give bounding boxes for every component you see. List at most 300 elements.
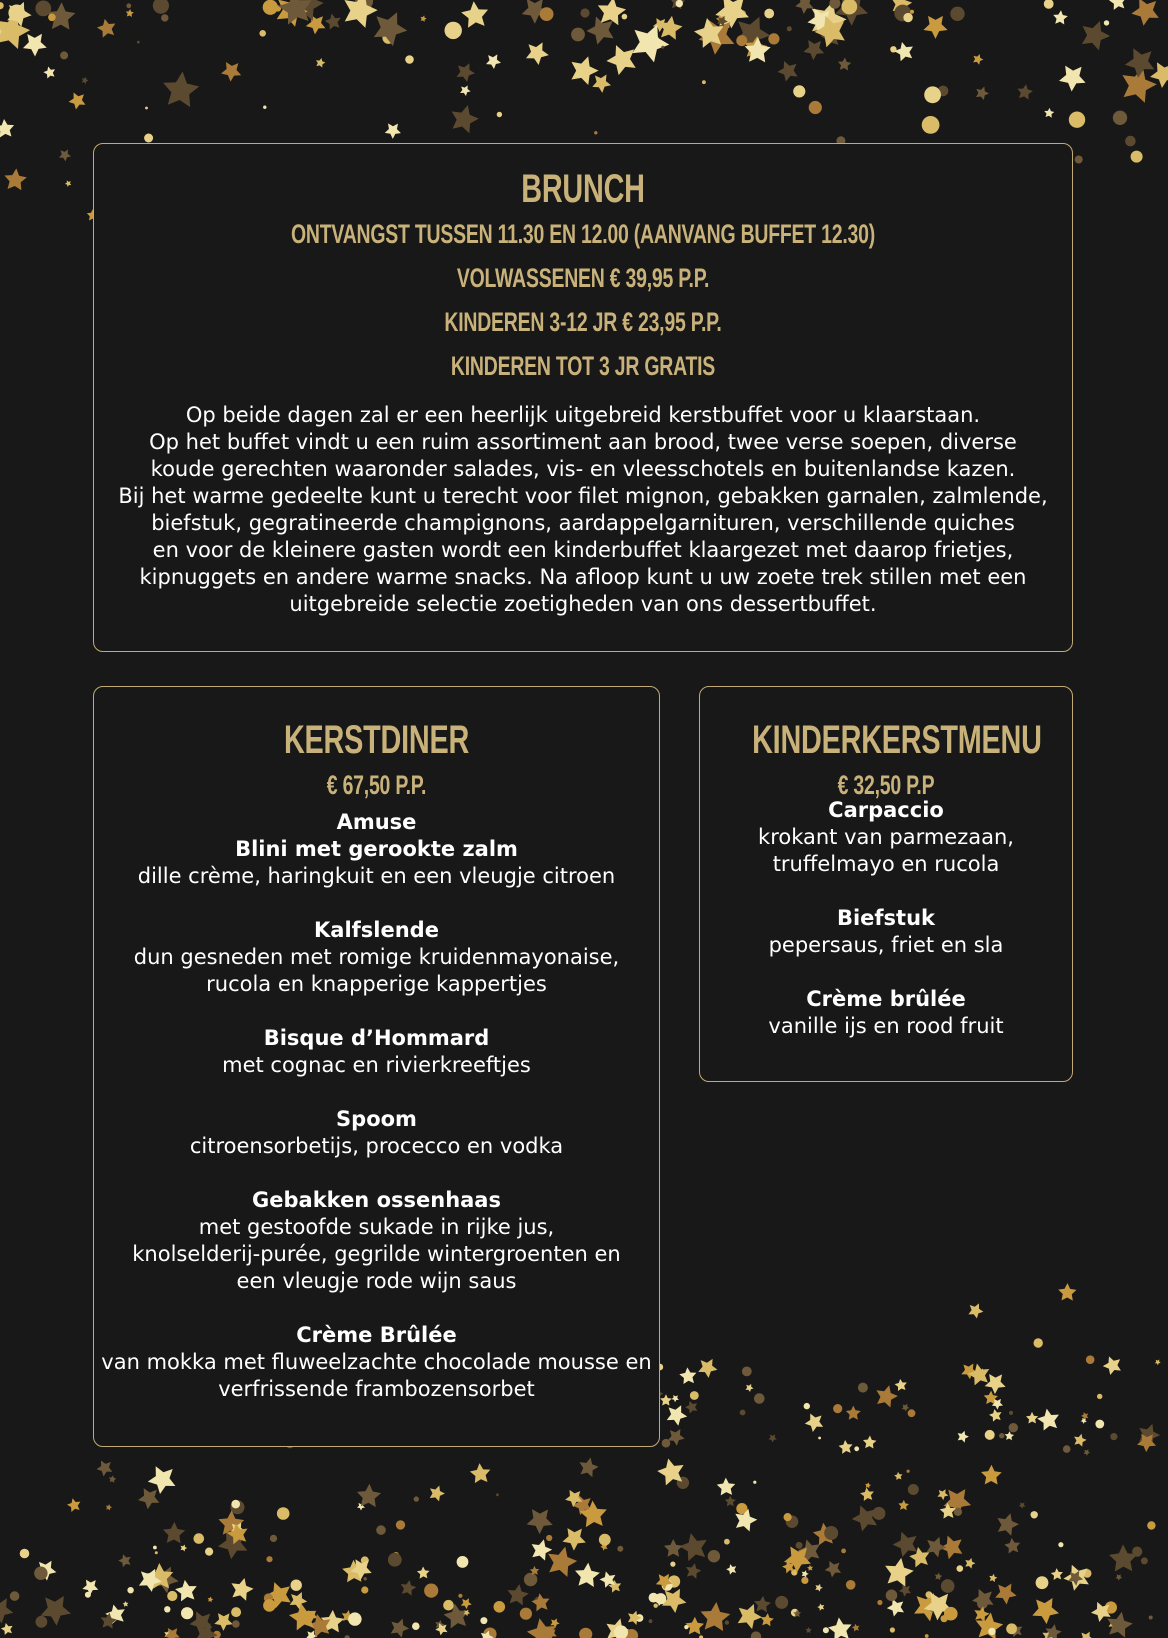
confetti-dot bbox=[599, 1534, 611, 1546]
confetti-star bbox=[826, 1614, 856, 1638]
confetti-dot bbox=[768, 33, 779, 44]
confetti-dot bbox=[161, 14, 168, 21]
confetti-dot bbox=[1104, 20, 1109, 25]
brunch-reception-time: ONTVANGST TUSSEN 11.30 EN 12.00 (AANVANG BUFFET 12.30) bbox=[291, 219, 875, 249]
confetti-dot bbox=[497, 112, 502, 117]
confetti-star bbox=[793, 0, 818, 16]
confetti-dot bbox=[35, 0, 51, 16]
confetti-star bbox=[760, 1612, 775, 1626]
confetti-star bbox=[963, 1556, 976, 1569]
confetti-star bbox=[105, 1503, 113, 1510]
confetti-star bbox=[0, 116, 18, 141]
confetti-dot bbox=[818, 1437, 821, 1440]
confetti-dot bbox=[957, 1565, 964, 1572]
confetti-dot bbox=[167, 1591, 177, 1601]
confetti-star bbox=[66, 88, 90, 112]
confetti-star bbox=[228, 1575, 255, 1602]
confetti-dot bbox=[480, 1617, 487, 1624]
confetti-dot bbox=[1149, 1616, 1153, 1620]
confetti-star bbox=[684, 1398, 701, 1415]
course-description: knolselderij-purée, gegrilde wintergroenten en bbox=[132, 1242, 621, 1266]
confetti-dot bbox=[854, 1446, 859, 1451]
course-description: van mokka met fluweelzachte chocolade mousse en bbox=[101, 1350, 652, 1374]
confetti-dot bbox=[194, 1533, 205, 1544]
confetti-dot bbox=[1036, 1576, 1049, 1589]
confetti-dot bbox=[1063, 1445, 1071, 1453]
confetti-dot bbox=[858, 1383, 868, 1393]
confetti-dot bbox=[364, 1577, 367, 1580]
confetti-dot bbox=[259, 30, 266, 37]
confetti-dot bbox=[266, 1556, 272, 1562]
confetti-star bbox=[1016, 83, 1034, 100]
confetti-dot bbox=[127, 1587, 133, 1593]
brunch-description bbox=[94, 402, 1072, 618]
course-description: dun gesneden met romige kruidenmayonaise, bbox=[133, 945, 620, 969]
confetti-star bbox=[873, 1382, 900, 1408]
confetti-dot bbox=[164, 1606, 170, 1612]
kerstdiner-title: KERSTDINER bbox=[283, 718, 470, 762]
confetti-star bbox=[603, 38, 644, 79]
confetti-dot bbox=[617, 1546, 623, 1552]
confetti-star bbox=[695, 1354, 721, 1380]
confetti-dot bbox=[1058, 1542, 1063, 1547]
confetti-dot bbox=[388, 1553, 402, 1567]
confetti-star bbox=[287, 1588, 310, 1611]
confetti-star bbox=[64, 179, 73, 188]
confetti-dot bbox=[263, 106, 266, 109]
confetti-star bbox=[125, 9, 134, 18]
confetti-star bbox=[685, 1617, 704, 1635]
course-name: Crème brûlée bbox=[806, 987, 966, 1011]
confetti-dot bbox=[1097, 1394, 1102, 1399]
confetti-star bbox=[859, 1485, 877, 1503]
confetti-dot bbox=[1147, 1521, 1155, 1529]
brunch-title: BRUNCH bbox=[521, 167, 645, 211]
confetti-dot bbox=[775, 1596, 788, 1609]
confetti-star bbox=[725, 1562, 739, 1576]
confetti-dot bbox=[494, 1601, 506, 1613]
confetti-dot bbox=[725, 1620, 729, 1624]
confetti-dot bbox=[841, 1549, 846, 1554]
course-description: met gestoofde sukade in rijke jus, bbox=[198, 1215, 555, 1239]
course-subname: Blini met gerookte zalm bbox=[235, 837, 518, 861]
confetti-star bbox=[1077, 1628, 1095, 1638]
confetti-dot bbox=[263, 1599, 276, 1612]
confetti-dot bbox=[524, 1573, 537, 1586]
course-biefstuk bbox=[700, 905, 1072, 959]
confetti-dot bbox=[823, 1627, 829, 1633]
confetti-dot bbox=[1006, 1623, 1017, 1634]
confetti-dot bbox=[702, 80, 706, 84]
brunch-description-line: kipnuggets en andere warme snacks. Na afloop kunt u uw zoete trek stillen met een bbox=[139, 565, 1027, 589]
confetti-star bbox=[837, 57, 851, 71]
confetti-dot bbox=[1086, 1355, 1095, 1364]
confetti-star bbox=[851, 1622, 861, 1632]
confetti-star bbox=[419, 15, 427, 23]
confetti-dot bbox=[412, 1622, 420, 1630]
confetti-star bbox=[1050, 1566, 1065, 1582]
confetti-star bbox=[864, 1482, 871, 1489]
course-bisque bbox=[94, 1025, 659, 1079]
confetti-star bbox=[807, 1564, 815, 1572]
confetti-star bbox=[207, 1596, 214, 1602]
confetti-dot bbox=[1044, 0, 1054, 9]
confetti-star bbox=[822, 1557, 845, 1580]
confetti-dot bbox=[155, 1551, 158, 1554]
confetti-star bbox=[817, 1602, 827, 1612]
confetti-star bbox=[678, 1365, 700, 1387]
confetti-star bbox=[1154, 1358, 1162, 1366]
confetti-dot bbox=[742, 1367, 752, 1377]
confetti-dot bbox=[594, 131, 597, 134]
confetti-star bbox=[399, 1579, 417, 1597]
confetti-star bbox=[468, 1460, 494, 1487]
confetti-star bbox=[775, 56, 803, 84]
confetti-dot bbox=[886, 1590, 898, 1602]
confetti-dot bbox=[824, 1526, 838, 1540]
confetti-dot bbox=[36, 1616, 48, 1628]
confetti-star bbox=[338, 0, 381, 30]
confetti-dot bbox=[988, 1628, 995, 1635]
confetti-dot bbox=[1113, 111, 1127, 125]
confetti-star bbox=[1025, 1410, 1040, 1425]
confetti-dot bbox=[907, 1470, 910, 1473]
kindermenu-courses bbox=[700, 797, 1072, 1040]
confetti-dot bbox=[1131, 151, 1143, 163]
confetti-star bbox=[1044, 107, 1055, 118]
confetti-dot bbox=[546, 1535, 552, 1541]
confetti-star bbox=[882, 1555, 915, 1587]
confetti-dot bbox=[784, 1513, 792, 1521]
course-name: Gebakken ossenhaas bbox=[252, 1188, 501, 1212]
course-description: met cognac en rivierkreeftjes bbox=[222, 1053, 531, 1077]
brunch-description-line: Bij het warme gedeelte kunt u terecht voor filet mignon, gebakken garnalen, zalmlende, bbox=[118, 484, 1048, 508]
course-description: citroensorbetijs, procecco en vodka bbox=[189, 1134, 564, 1158]
confetti-dot bbox=[787, 26, 792, 31]
confetti-dot bbox=[655, 1593, 666, 1604]
course-name: Crème Brûlée bbox=[296, 1323, 457, 1347]
confetti-star bbox=[800, 1569, 809, 1578]
confetti-star bbox=[699, 1601, 731, 1632]
confetti-dot bbox=[985, 1430, 995, 1440]
confetti-dot bbox=[270, 1535, 277, 1542]
course-amuse bbox=[94, 809, 659, 890]
confetti-dot bbox=[126, 3, 131, 8]
confetti-star bbox=[1028, 1591, 1064, 1627]
confetti-star bbox=[458, 83, 472, 97]
confetti-star bbox=[387, 1615, 411, 1638]
course-creme-brulee bbox=[94, 1322, 659, 1403]
confetti-dot bbox=[1034, 1338, 1043, 1347]
confetti-dot bbox=[676, 0, 683, 7]
confetti-star bbox=[94, 1456, 116, 1478]
confetti-dot bbox=[457, 1556, 469, 1568]
confetti-star bbox=[427, 1483, 447, 1502]
kindermenu-price: € 32,50 P.P bbox=[837, 770, 935, 800]
confetti-star bbox=[589, 70, 614, 95]
confetti-dot bbox=[941, 1579, 955, 1593]
confetti-star bbox=[988, 1573, 998, 1583]
confetti-star bbox=[894, 1471, 905, 1482]
course-description: verfrissende frambozensorbet bbox=[218, 1377, 535, 1401]
course-description: dille crème, haringkuit en een vleugje citroen bbox=[137, 864, 616, 888]
confetti-star bbox=[971, 52, 985, 65]
confetti-dot bbox=[950, 7, 964, 21]
confetti-star bbox=[577, 1455, 600, 1478]
confetti-dot bbox=[263, 0, 278, 15]
course-description: rucola en knapperige kappertjes bbox=[206, 972, 547, 996]
confetti-dot bbox=[348, 1612, 361, 1625]
confetti-star bbox=[1108, 0, 1130, 13]
confetti-dot bbox=[690, 1391, 699, 1400]
confetti-dot bbox=[724, 1539, 730, 1545]
confetti-dot bbox=[520, 1608, 532, 1620]
confetti-star bbox=[144, 1459, 183, 1498]
confetti-star bbox=[660, 1394, 672, 1405]
confetti-dot bbox=[1125, 136, 1136, 147]
confetti-star bbox=[57, 146, 73, 162]
confetti-star bbox=[814, 1583, 824, 1593]
course-description: krokant van parmezaan, bbox=[758, 825, 1014, 849]
course-description: pepersaus, friet en sla bbox=[768, 933, 1004, 957]
confetti-star bbox=[323, 11, 344, 33]
confetti-dot bbox=[833, 1404, 842, 1413]
confetti-dot bbox=[181, 1607, 193, 1619]
confetti-dot bbox=[34, 1567, 47, 1580]
confetti-dot bbox=[0, 2, 4, 9]
confetti-star bbox=[767, 1432, 778, 1443]
confetti-star bbox=[677, 1528, 714, 1566]
confetti-dot bbox=[1075, 156, 1083, 164]
course-description: een vleugje rode wijn saus bbox=[236, 1269, 517, 1293]
confetti-star bbox=[1082, 1448, 1091, 1457]
confetti-dot bbox=[986, 1625, 990, 1629]
confetti-dot bbox=[291, 1580, 302, 1591]
confetti-star bbox=[484, 50, 504, 70]
confetti-dot bbox=[231, 1607, 241, 1617]
confetti-dot bbox=[144, 134, 153, 143]
brunch-description-line: en voor de kleinere gasten wordt een kinderbuffet klaargezet met daarop frietjes, bbox=[152, 538, 1014, 562]
confetti-dot bbox=[908, 1484, 919, 1495]
confetti-star bbox=[1055, 58, 1092, 95]
confetti-dot bbox=[736, 35, 747, 46]
confetti-star bbox=[837, 1438, 855, 1456]
confetti-dot bbox=[877, 1600, 882, 1605]
kindermenu-title: KINDERKERSTMENU bbox=[752, 718, 1042, 762]
confetti-star bbox=[716, 1475, 739, 1498]
confetti-star bbox=[920, 9, 953, 42]
confetti-dot bbox=[622, 14, 628, 20]
brunch-description-line: uitgebreide selectie zoetigheden van ons dessertbuffet. bbox=[289, 592, 877, 616]
confetti-star bbox=[974, 84, 991, 101]
confetti-star bbox=[117, 1552, 134, 1570]
confetti-star bbox=[684, 1561, 703, 1579]
confetti-dot bbox=[424, 1584, 438, 1598]
brunch-description-line: koude gerechten waaronder salades, vis- en vleesschotels en buitenlandse kazen. bbox=[150, 457, 1016, 481]
confetti-star bbox=[382, 119, 404, 141]
confetti-star bbox=[80, 76, 89, 85]
kerstdiner-price: € 67,50 P.P. bbox=[326, 770, 427, 800]
confetti-star bbox=[892, 38, 918, 64]
course-carpaccio bbox=[700, 797, 1072, 878]
confetti-star bbox=[1003, 1535, 1024, 1556]
confetti-star bbox=[108, 1475, 117, 1483]
confetti-dot bbox=[137, 41, 140, 44]
confetti-dot bbox=[925, 1634, 929, 1638]
course-name: Spoom bbox=[336, 1107, 417, 1131]
course-creme-brulee-kids bbox=[700, 986, 1072, 1040]
confetti-dot bbox=[20, 1549, 30, 1559]
course-description: vanille ijs en rood fruit bbox=[768, 1014, 1004, 1038]
kindermenu-panel bbox=[699, 686, 1073, 1082]
confetti-star bbox=[966, 1300, 986, 1320]
confetti-dot bbox=[8, 5, 25, 22]
confetti-dot bbox=[908, 1409, 916, 1417]
brunch-child-price: KINDEREN 3-12 JR € 23,95 P.P. bbox=[444, 307, 722, 337]
confetti-dot bbox=[1141, 1557, 1148, 1564]
confetti-star bbox=[1128, 0, 1166, 29]
confetti-star bbox=[744, 1382, 755, 1393]
kerstdiner-courses bbox=[94, 809, 659, 1403]
confetti-dot bbox=[740, 1410, 746, 1416]
confetti-dot bbox=[846, 1580, 856, 1590]
confetti-dot bbox=[414, 1496, 419, 1501]
brunch-toddler-price: KINDEREN TOT 3 JR GRATIS bbox=[450, 351, 716, 381]
confetti-star bbox=[1018, 1500, 1027, 1509]
course-ossenhaas bbox=[94, 1187, 659, 1295]
confetti-star bbox=[846, 1406, 861, 1420]
confetti-dot bbox=[910, 10, 914, 14]
confetti-dot bbox=[205, 1548, 213, 1556]
confetti-dot bbox=[1009, 1423, 1018, 1432]
confetti-dot bbox=[540, 7, 554, 21]
confetti-star bbox=[934, 1572, 943, 1581]
brunch-panel bbox=[93, 143, 1073, 652]
confetti-dot bbox=[48, 13, 56, 21]
confetti-star bbox=[523, 1502, 559, 1537]
confetti-dot bbox=[1009, 1411, 1013, 1415]
confetti-star bbox=[994, 1510, 1021, 1537]
confetti-dot bbox=[580, 8, 589, 17]
confetti-star bbox=[969, 1583, 999, 1613]
confetti-star bbox=[1035, 1405, 1064, 1434]
confetti-star bbox=[802, 1409, 828, 1435]
confetti-star bbox=[0, 1621, 16, 1637]
confetti-dot bbox=[443, 1600, 454, 1611]
confetti-star bbox=[453, 59, 478, 83]
confetti-dot bbox=[796, 1542, 803, 1549]
kerstdiner-panel bbox=[93, 686, 660, 1447]
confetti-dot bbox=[458, 1594, 462, 1598]
confetti-dot bbox=[496, 1493, 499, 1496]
course-name: Bisque d’Hommard bbox=[263, 1026, 490, 1050]
confetti-star bbox=[356, 1483, 381, 1507]
confetti-dot bbox=[922, 116, 940, 134]
confetti-dot bbox=[890, 1627, 895, 1632]
confetti-star bbox=[936, 1487, 951, 1502]
brunch-description-line: biefstuk, gegratineerde champignons, aardappelgarnituren, verschillende quiches bbox=[151, 511, 1015, 535]
confetti-star bbox=[506, 1582, 530, 1606]
confetti-dot bbox=[764, 9, 774, 19]
confetti-star bbox=[218, 56, 246, 84]
confetti-star bbox=[1058, 1283, 1077, 1301]
confetti-star bbox=[447, 101, 481, 134]
confetti-star bbox=[981, 1465, 1002, 1485]
confetti-star bbox=[163, 1522, 186, 1544]
confetti-dot bbox=[1069, 112, 1085, 128]
confetti-dot bbox=[277, 1507, 290, 1520]
confetti-dot bbox=[944, 1607, 958, 1621]
confetti-star bbox=[122, 1600, 130, 1608]
confetti-dot bbox=[804, 1403, 810, 1409]
confetti-dot bbox=[405, 55, 414, 64]
confetti-star bbox=[522, 37, 553, 67]
confetti-star bbox=[459, 0, 493, 32]
confetti-dot bbox=[753, 1481, 756, 1484]
confetti-star bbox=[1114, 1572, 1123, 1581]
confetti-dot bbox=[1110, 1433, 1117, 1440]
confetti-star bbox=[1101, 1352, 1127, 1378]
confetti-dot bbox=[924, 86, 941, 103]
confetti-star bbox=[566, 52, 601, 87]
course-name: Carpaccio bbox=[828, 798, 944, 822]
course-name: Biefstuk bbox=[836, 906, 936, 930]
confetti-star bbox=[1072, 1432, 1088, 1447]
confetti-star bbox=[863, 1435, 877, 1449]
confetti-dot bbox=[445, 22, 462, 39]
confetti-star bbox=[805, 1627, 812, 1633]
confetti-dot bbox=[872, 1507, 885, 1520]
confetti-star bbox=[725, 1496, 736, 1506]
confetti-dot bbox=[654, 1604, 658, 1608]
confetti-dot bbox=[661, 46, 664, 49]
confetti-star bbox=[988, 1407, 1005, 1424]
confetti-star bbox=[530, 1590, 554, 1614]
confetti-star bbox=[663, 1537, 686, 1560]
confetti-star bbox=[897, 1581, 914, 1598]
confetti-star bbox=[66, 1496, 84, 1514]
confetti-star bbox=[894, 1377, 910, 1393]
brunch-adult-price: VOLWASSENEN € 39,95 P.P. bbox=[456, 263, 710, 293]
confetti-star bbox=[992, 1578, 1021, 1607]
confetti-star bbox=[574, 1562, 601, 1588]
confetti-star bbox=[663, 1401, 690, 1428]
confetti-star bbox=[80, 1575, 102, 1597]
confetti-dot bbox=[153, 0, 169, 14]
brunch-description-line: Op beide dagen zal er een heerlijk uitgebreid kerstbuffet voor u klaarstaan. bbox=[185, 403, 981, 427]
course-name: Amuse bbox=[336, 810, 417, 834]
confetti-dot bbox=[376, 1525, 386, 1535]
confetti-dot bbox=[231, 1500, 240, 1509]
confetti-star bbox=[179, 1543, 188, 1552]
confetti-star bbox=[753, 1595, 771, 1613]
confetti-star bbox=[95, 15, 120, 40]
confetti-dot bbox=[60, 51, 68, 59]
course-name: Kalfslende bbox=[314, 918, 439, 942]
confetti-dot bbox=[903, 13, 912, 22]
confetti-dot bbox=[232, 1620, 240, 1628]
confetti-star bbox=[416, 1565, 432, 1581]
confetti-star bbox=[1104, 1609, 1134, 1638]
confetti-star bbox=[3, 167, 27, 190]
confetti-dot bbox=[751, 1631, 761, 1638]
confetti-star bbox=[898, 1500, 909, 1511]
confetti-dot bbox=[361, 1586, 368, 1593]
course-kalfslende bbox=[94, 917, 659, 998]
confetti-dot bbox=[579, 1628, 592, 1638]
confetti-star bbox=[1107, 1541, 1142, 1577]
confetti-dot bbox=[999, 1433, 1004, 1438]
